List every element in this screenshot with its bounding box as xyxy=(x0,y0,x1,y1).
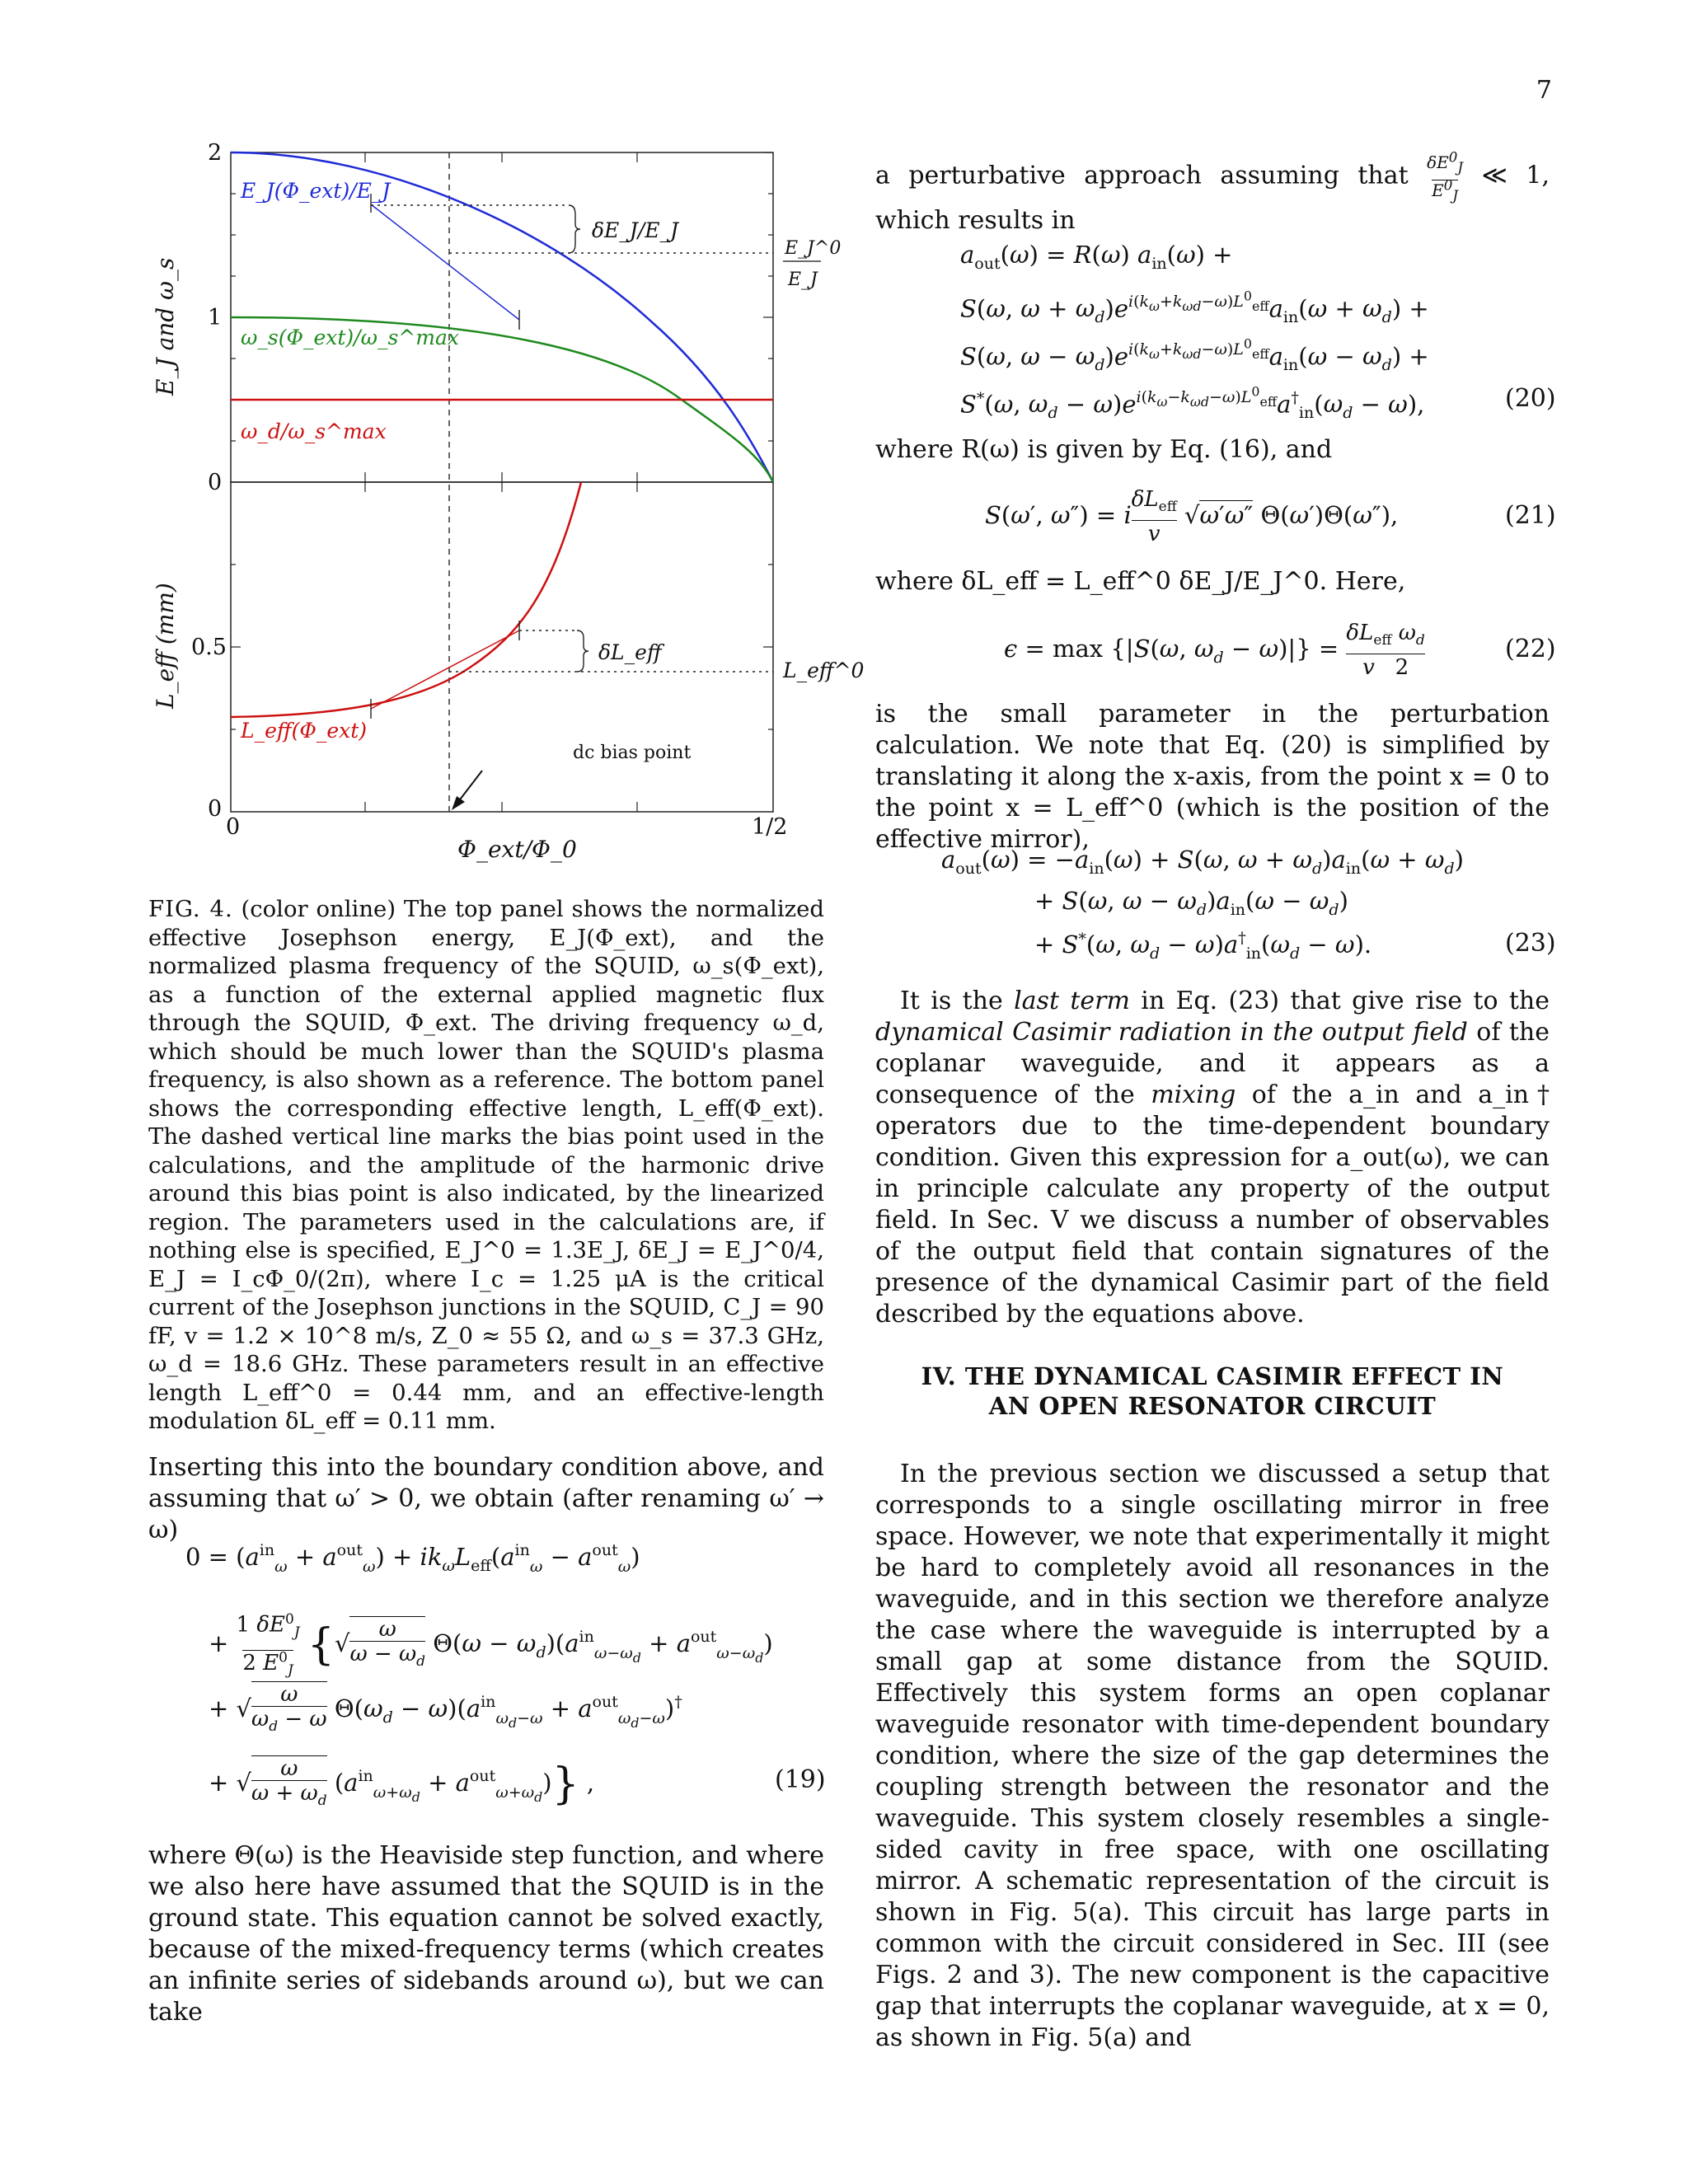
right-para-2: where R(ω) is given by Eq. (16), and xyxy=(875,435,1333,464)
page-number: 7 xyxy=(1536,76,1552,105)
left-para-1: Inserting this into the boundary condition above, and assuming that ω′ > 0, we obtain (after renaming ω′ → ω) xyxy=(148,1453,824,1544)
figure-4 xyxy=(140,132,865,874)
eq21-number: (21) xyxy=(1505,501,1556,530)
label-ej0-num: E_J^0 xyxy=(785,238,842,259)
eq23-number: (23) xyxy=(1505,929,1556,958)
x-label: Φ_ext/Φ_0 xyxy=(457,836,577,863)
label-ej-den: E_J xyxy=(788,269,818,290)
bottom-y-label: L_eff (mm) xyxy=(152,583,179,709)
label-leff: L_eff(Φ_ext) xyxy=(241,719,368,743)
label-ws: ω_s(Φ_ext)/ω_s^max xyxy=(241,326,459,349)
x-tick-half: 1/2 xyxy=(752,814,788,840)
top-y-tick-2: 2 xyxy=(208,140,223,166)
bottom-y-tick-0: 0 xyxy=(208,796,223,822)
label-ej: E_J(Φ_ext)/E_J xyxy=(241,179,391,203)
caption-label: FIG. 4. xyxy=(148,896,233,922)
label-leff0: L_eff^0 xyxy=(783,658,865,682)
label-delta-leff: δL_eff xyxy=(598,640,662,664)
section-heading: IV. THE DYNAMICAL CASIMIR EFFECT IN AN OPEN RESONATOR CIRCUIT xyxy=(921,1362,1504,1420)
caption-text: (color online) The top panel shows the normalized effective Josephson energy, E_J(Φ_ext), and the normalized plasma frequency of the SQUID, ω_s(Φ_ext), as a function of the external applied magnetic flux through the SQUID, Φ_ext. The driving frequency ω_d, which should be much lower than the SQUID's plasma frequency, is also shown as a reference. The bottom panel shows the corresponding effective length, L_eff(Φ_ext). The dashed vertical line marks the bias point used in the calculations, and the amplitude of the harmonic drive around this bias point is also indicated, by the linearized region. The parameters used in the calculations are, if nothing else is specified, E_J^0 = 1.3E_J, δE_J = E_J^0/4, E_J = I_cΦ_0/(2π), where I_c = 1.25 μA is the critical current of the Josephson junctions in the SQUID, C_J = 90 fF, v = 1.2 × 10^8 m/s, Z_0 ≈ 55 Ω, and ω_s = 37.3 GHz, ω_d = 18.6 GHz. These parameters result in an effective length L_eff^0 = 0.44 mm, and an effective-length modulation δL_eff = 0.11 mm. xyxy=(148,896,824,1434)
top-y-label: E_J and ω_s xyxy=(152,257,179,396)
label-bias: dc bias point xyxy=(573,743,692,763)
right-para-4: is the small parameter in the perturbation calculation. We note that Eq. (20) is simplified by translating it along the x-axis, from the point x = 0 to the point x = L_eff^0 (which is the position of the effective mirror), xyxy=(875,700,1550,854)
bottom-y-tick-05: 0.5 xyxy=(191,635,227,660)
right-para-5: It is the last term in Eq. (23) that give rise to the dynamical Casimir radiation in the output field of the coplanar waveguide, and it appears as a consequence of the mixing of the a_in and a_in† operators due to the time-dependent boundary condition. Given this expression for a_out(ω), we can in principle calculate any property of the output field. In Sec. V we discuss a number of observables of the output field that contain signatures of the presence of the dynamical Casimir part of the field described by the equations above. xyxy=(875,987,1550,1329)
right-para-6: In the previous section we discussed a setup that corresponds to a single oscillating mirror in free space. However, we note that experimentally it might be hard to completely avoid all resonances in the waveguide, and in this section we therefore analyze the case where the waveguide is interrupted by a small gap at some distance from the SQUID. Effectively this system forms an open coplanar waveguide resonator with time-dependent boundary condition, where the size of the gap determines the coupling strength between the resonator and the waveguide. This system closely resembles a single-sided cavity in free space, with one oscillating mirror. A schematic representation of the circuit is shown in Fig. 5(a). This circuit has large parts in common with the circuit considered in Sec. III (see Figs. 2 and 3). The new component is the capacitive gap that interrupts the coplanar waveguide, at x = 0, as shown in Fig. 5(a) and xyxy=(875,1460,1550,2052)
figure-4-plot xyxy=(140,132,865,874)
left-para-2: where Θ(ω) is the Heaviside step function, and where we also here have assumed that the SQUID is in the ground state. This equation cannot be solved exactly, because of the mixed-frequency terms (which creates an infinite series of sidebands around ω), but we can take xyxy=(148,1841,824,2027)
ej-linear xyxy=(371,204,519,320)
right-para-3: where δL_eff = L_eff^0 δE_J/E_J^0. Here, xyxy=(875,567,1406,596)
x-tick-0: 0 xyxy=(226,814,241,840)
label-delta-ej: δE_J/E_J xyxy=(592,218,679,242)
label-wd: ω_d/ω_s^max xyxy=(241,419,387,443)
bottom-panel-frame xyxy=(231,482,773,812)
top-y-tick-0: 0 xyxy=(208,470,223,495)
bottom-y-ticks xyxy=(231,565,773,729)
figure-caption xyxy=(148,895,824,1436)
eq19-number: (19) xyxy=(775,1765,826,1794)
top-y-tick-1: 1 xyxy=(208,305,223,330)
eq22-number: (22) xyxy=(1505,635,1556,663)
curve-leff xyxy=(231,482,581,717)
eq20-number: (20) xyxy=(1505,384,1556,413)
right-para-1: a perturbative approach assuming that $\frac{\delta E^0_J}{E^0_J}$ ≪ 1, which results in xyxy=(875,149,1550,236)
